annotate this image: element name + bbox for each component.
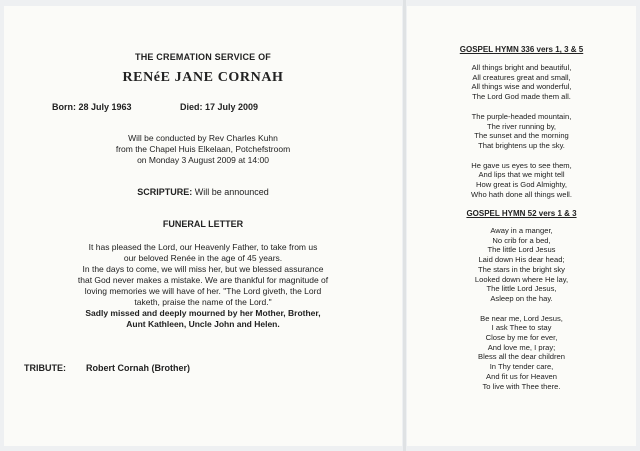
hymn-line: I ask Thee to stay (491, 323, 552, 333)
hymn-line: He gave us eyes to see them, (471, 160, 572, 170)
hymn-line: Be near me, Lord Jesus, (480, 313, 563, 323)
letter-line: It has pleased the Lord, our Heavenly Father, to take from us (88, 242, 318, 252)
hymn-52-text (407, 226, 636, 401)
hymn-line: All creatures great and small, (472, 72, 571, 82)
left-page (4, 6, 402, 446)
hymn-stanza (407, 161, 636, 200)
hymn-line: The river running by, (486, 121, 557, 131)
scripture (4, 187, 402, 197)
conducted-line: on Monday 3 August 2009 at 14:00 (137, 155, 269, 165)
letter-line: In the days to come, we will miss her, but we blessed assurance (82, 264, 324, 274)
hymn-line: That brightens up the sky. (478, 140, 565, 150)
mourned-line: Sadly missed and deeply mourned by her Mother, Brother, (85, 308, 321, 318)
letter-line: loving memories we will have of her. "The Lord giveth, the Lord (84, 286, 322, 296)
died-date: Died: 17 July 2009 (180, 102, 259, 112)
hymn-line: How great is God Almighty, (475, 180, 568, 190)
mourned-line: Aunt Kathleen, Uncle John and Helen. (126, 319, 280, 329)
hymn-line: The little Lord Jesus, (486, 284, 557, 294)
tribute-value: Robert Cornah (Brother) (86, 363, 190, 373)
hymn-line: No crib for a bed, (492, 235, 551, 245)
scripture-value: Will be announced (194, 187, 269, 197)
hymn-stanza (407, 226, 636, 304)
hymn-line: Away in a manger, (490, 226, 553, 235)
conducted-by (4, 133, 402, 166)
hymn-stanza (407, 63, 636, 102)
hymn-line: The stars in the bright sky (478, 264, 565, 274)
hymn-line: To live with Thee there. (482, 381, 561, 391)
hymn-336-heading: GOSPEL HYMN 336 vers 1, 3 & 5 (459, 45, 584, 54)
letter-line: that God never makes a mistake. We are thankful for magnitude of (77, 275, 329, 285)
letter-line: taketh, praise the name of the Lord." (134, 297, 272, 307)
hymn-336-text (407, 63, 636, 209)
hymn-line: All things bright and beautiful, (471, 63, 572, 72)
hymn-line: The little Lord Jesus (487, 245, 556, 255)
hymn-line: Who hath done all things well. (471, 189, 572, 199)
scripture-label: SCRIPTURE: (137, 187, 193, 197)
deceased-name: RENéE JANE CORNAH (122, 70, 284, 85)
conducted-line: Will be conducted by Rev Charles Kuhn (128, 133, 278, 143)
hymn-line: And love me, I pray; (487, 342, 556, 352)
hymn-stanza (407, 112, 636, 151)
tribute (24, 363, 190, 373)
hymn-line: Asleep on the hay. (490, 293, 553, 303)
hymn-line: Close by me for ever, (485, 333, 558, 343)
hymn-line: Laid down His dear head; (478, 255, 565, 265)
hymn-line: The sunset and the morning (474, 131, 569, 141)
hymn-line: And fit us for Heaven (486, 371, 557, 381)
hymn-52-heading: GOSPEL HYMN 52 vers 1 & 3 (466, 209, 577, 218)
funeral-letter-heading: FUNERAL LETTER (162, 219, 244, 229)
hymn-line: The Lord God made them all. (472, 92, 571, 102)
right-page (407, 6, 636, 446)
conducted-line: from the Chapel Huis Elkelaan, Potchefstroom (115, 144, 291, 154)
hymn-line: The purple-headed mountain, (471, 111, 572, 121)
page-fold (403, 0, 406, 451)
hymn-line: All things wise and wonderful, (471, 82, 572, 92)
hymn-line: Looked down where He lay, (474, 274, 569, 284)
born-date: Born: 28 July 1963 (52, 102, 132, 112)
hymn-line: And lips that we might tell (478, 170, 565, 180)
tribute-label: TRIBUTE: (24, 363, 66, 373)
letter-line: our beloved Renée in the age of 45 years. (123, 253, 283, 263)
service-title: THE CREMATION SERVICE OF (135, 52, 271, 62)
hymn-line: In Thy tender care, (489, 362, 554, 372)
funeral-letter (12, 242, 394, 330)
hymn-stanza (407, 314, 636, 392)
hymn-line: Bless all the dear children (478, 352, 565, 362)
